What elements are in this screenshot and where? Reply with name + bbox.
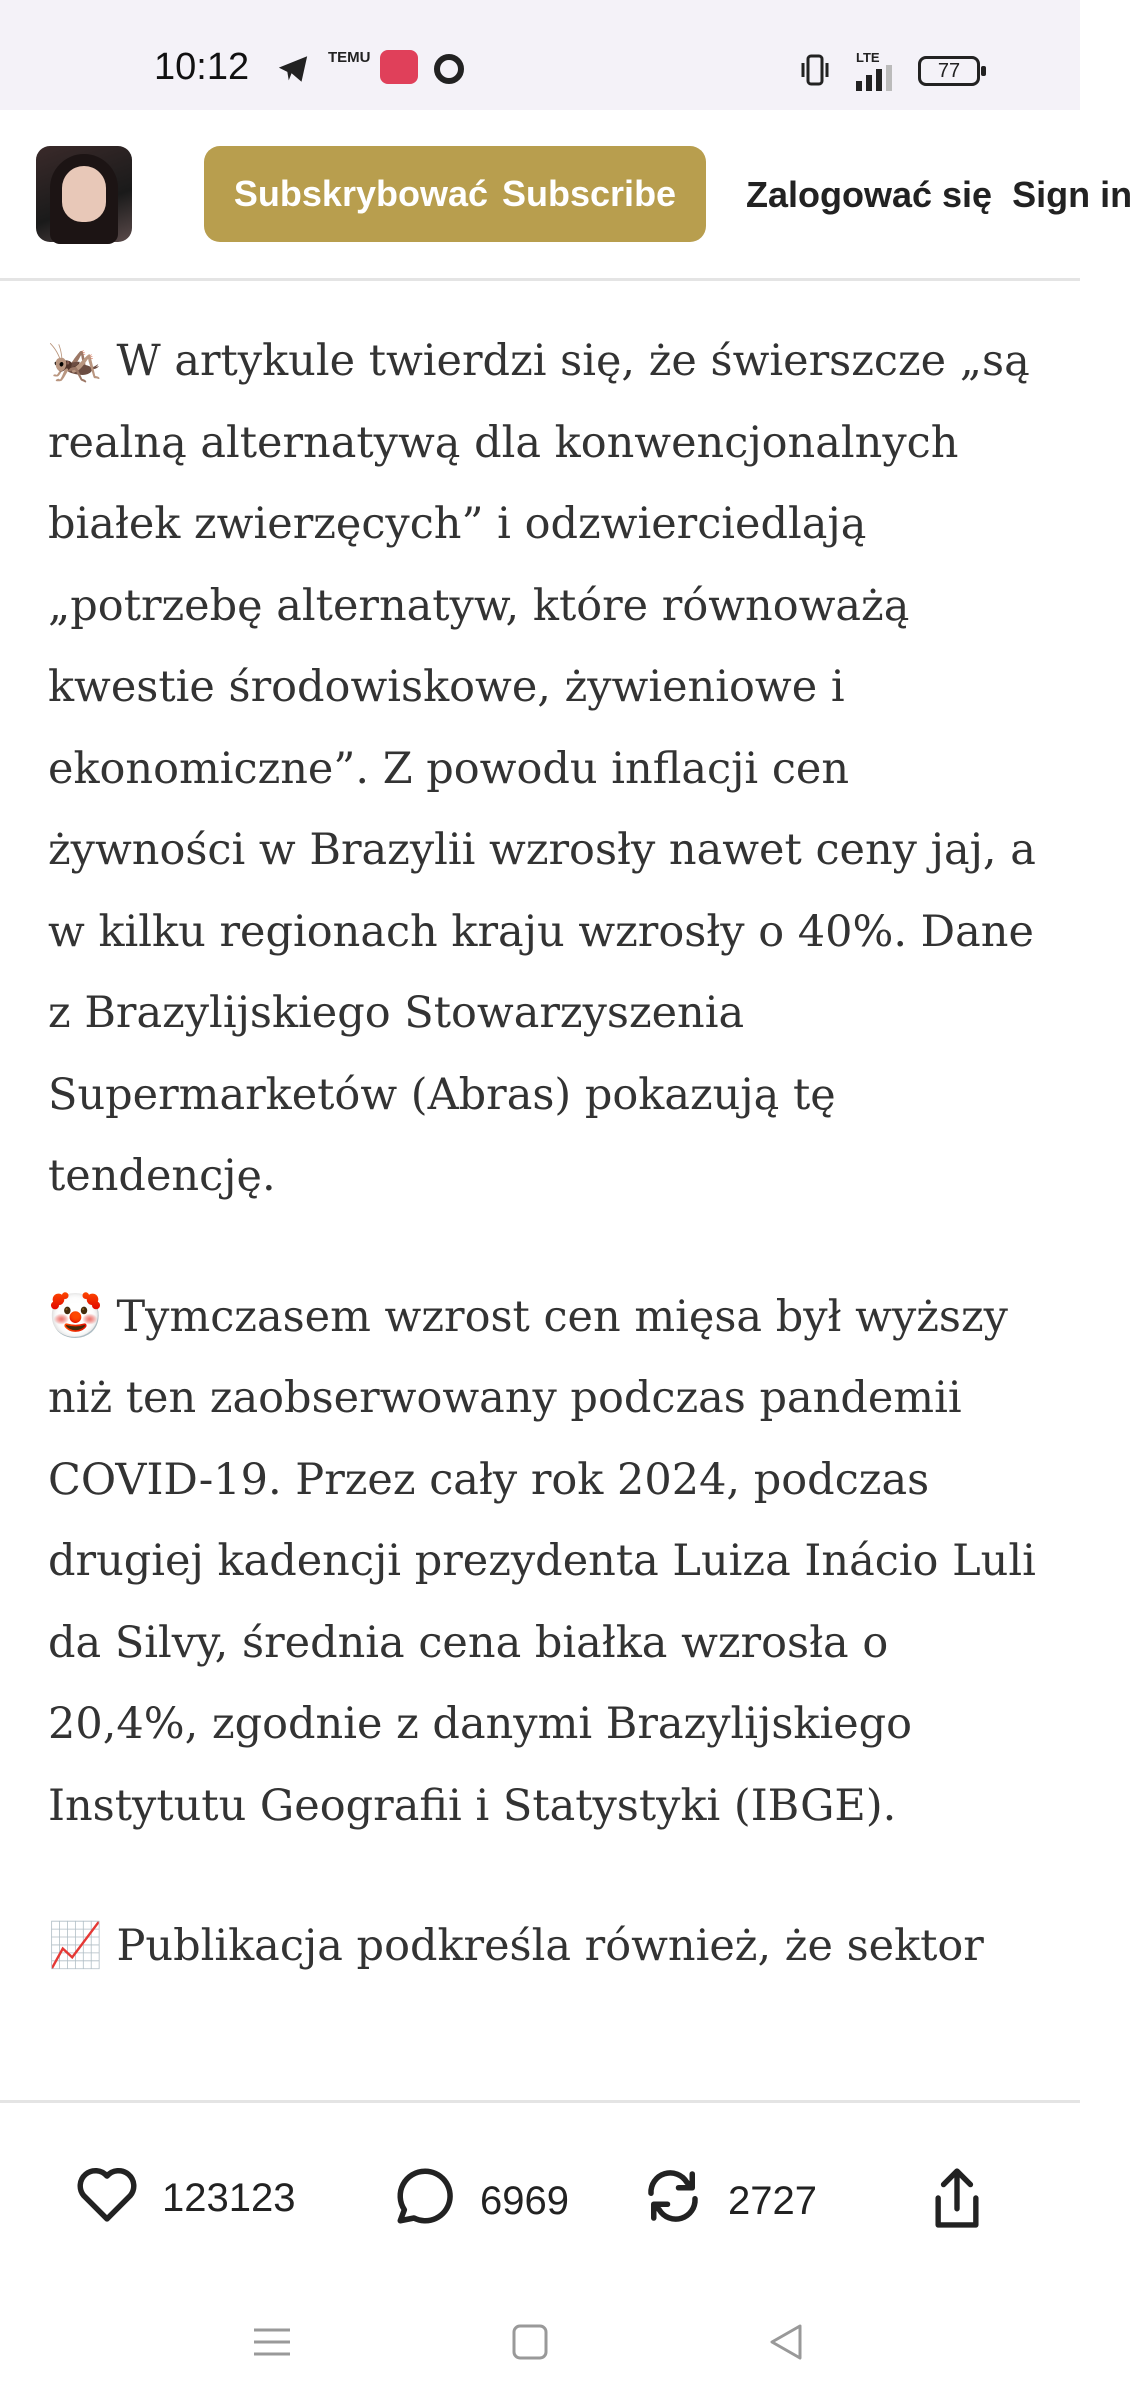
subscribe-label-pl: Subskrybować — [233, 173, 489, 214]
share-button[interactable] — [924, 2163, 990, 2243]
signal-icon — [856, 50, 900, 91]
back-nav-icon[interactable] — [766, 2322, 806, 2367]
article-body — [48, 320, 1038, 2046]
restack-icon — [640, 2163, 706, 2239]
status-time: 10:12 — [154, 46, 250, 88]
status-bar — [0, 0, 1080, 110]
publication-header — [0, 110, 1132, 281]
comment-button[interactable] — [392, 2163, 569, 2239]
share-icon — [924, 2163, 990, 2243]
restack-button[interactable] — [640, 2163, 817, 2239]
article-paragraph — [48, 1905, 1038, 1988]
article-paragraph — [48, 1276, 1038, 1848]
chart-increasing-icon: 📈 — [48, 1920, 103, 1971]
menu-nav-icon[interactable] — [252, 2322, 292, 2367]
like-button[interactable] — [74, 2163, 295, 2233]
screen-record-icon — [380, 50, 418, 84]
comment-count: 6969 — [480, 2178, 569, 2223]
sign-in-label-en: Sign in — [1012, 174, 1132, 215]
cricket-icon: 🦗 — [48, 335, 103, 386]
telegram-icon — [276, 52, 310, 91]
paragraph-text: Publikacja podkreśla również, że sektor — [116, 1921, 984, 1971]
clown-face-icon: 🤡 — [48, 1290, 103, 1342]
article-viewport[interactable] — [0, 280, 1080, 2100]
battery-icon: 77 — [918, 56, 980, 86]
sign-in-label-pl: Zalogować się — [746, 174, 993, 215]
sign-in-link[interactable] — [746, 174, 1132, 216]
network-type: LTE — [856, 50, 880, 65]
system-nav-bar — [0, 2280, 1080, 2400]
paragraph-text: W artykule twierdzi się, że świerszcze „są realną alternatywą dla konwencjonalnych białek zwierzęcych” i odzwierciedlają „potrzebę alternatyw, które równoważą kwestie środowiskowe, żywieniowe i ekonomiczne”. Z powodu inflacji cen żywności w Brazylii wzrosły nawet ceny jaj, a w kilku regionach kraju wzrosły o 40%. Dane z Brazylijskiego Stowarzyszenia Supermarketów (Abras) pokazują tę tendencję. — [48, 336, 1036, 1201]
home-nav-icon[interactable] — [510, 2322, 550, 2367]
post-action-bar — [0, 2100, 1080, 2283]
subscribe-button[interactable] — [204, 146, 706, 242]
comment-bubble-icon — [392, 2163, 458, 2239]
heart-icon — [74, 2163, 140, 2233]
temu-icon: TEMU — [328, 49, 371, 66]
chrome-icon — [434, 54, 464, 84]
like-count: 123123 — [162, 2175, 296, 2220]
article-paragraph — [48, 320, 1038, 1218]
restack-count: 2727 — [728, 2178, 817, 2223]
paragraph-text: Tymczasem wzrost cen mięsa był wyższy niż ten zaobserwowany podczas pandemii COVID-19. Przez cały rok 2024, podczas drugiej kadencji prezydenta Luiza Inácio Luli da Silvy, średnia cena białka wzrosła o 20,4%, zgodnie z danymi Brazylijskiego Instytutu Geografii i Statystyki (IBGE). — [48, 1291, 1036, 1831]
subscribe-label-en: Subscribe — [502, 173, 677, 214]
author-avatar[interactable] — [36, 146, 132, 242]
vibrate-icon — [800, 54, 830, 91]
